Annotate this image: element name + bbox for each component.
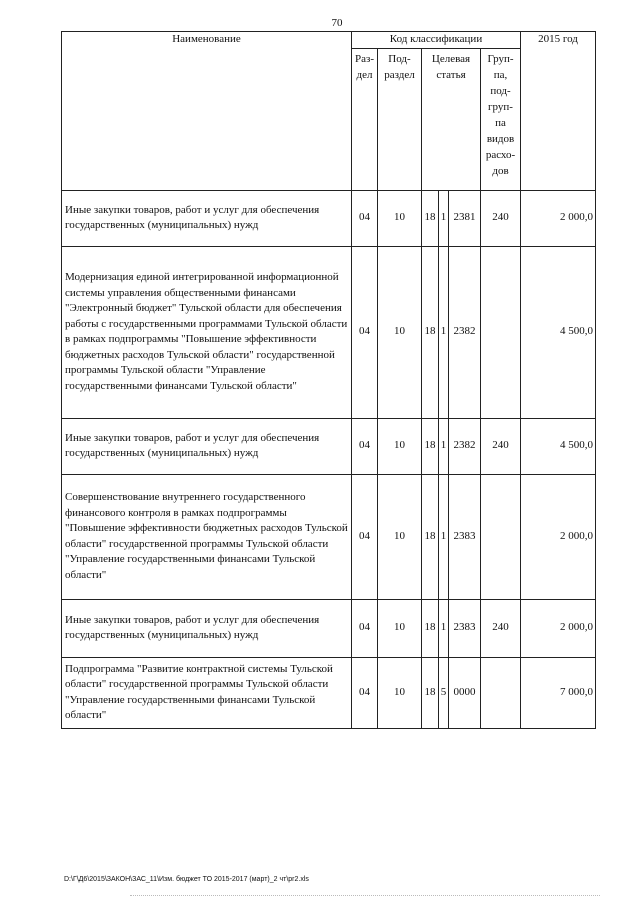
- row-subsection: 10: [378, 599, 422, 657]
- header-section: Раз- дел: [352, 48, 378, 190]
- row-subsection: 10: [378, 246, 422, 418]
- row-expense-group: 240: [481, 418, 521, 474]
- header-group: Груп- па, под- груп- па видов расхо- дов: [481, 48, 521, 190]
- header-row: [62, 32, 596, 49]
- table-row: [62, 418, 596, 474]
- table-row: [62, 657, 596, 728]
- row-target-program: 18: [422, 246, 439, 418]
- row-target-subprogram: 1: [439, 599, 449, 657]
- row-section: 04: [352, 599, 378, 657]
- row-sum: 2 000,0: [521, 190, 596, 246]
- table-row: [62, 599, 596, 657]
- row-expense-group: [481, 474, 521, 599]
- row-target-program: 18: [422, 657, 439, 728]
- row-name: Иные закупки товаров, работ и услуг для обеспечения государственных (муниципальных) нужд: [62, 418, 352, 474]
- row-sum: 2 000,0: [521, 599, 596, 657]
- row-sum: 2 000,0: [521, 474, 596, 599]
- row-target-program: 18: [422, 599, 439, 657]
- row-section: 04: [352, 190, 378, 246]
- row-subsection: 10: [378, 190, 422, 246]
- file-path-footer: D:\Г\Д6\2015\ЗАКОН\ЗАС_11\Изм. бюджет ТО 2015-2017 (март)_2 чт\pr2.xls: [64, 876, 309, 883]
- footer-divider: [130, 895, 600, 896]
- row-section: 04: [352, 657, 378, 728]
- row-expense-group: [481, 246, 521, 418]
- row-target-program: 18: [422, 190, 439, 246]
- row-section: 04: [352, 418, 378, 474]
- header-year: 2015 год: [521, 32, 596, 191]
- row-name: Иные закупки товаров, работ и услуг для обеспечения государственных (муниципальных) нужд: [62, 599, 352, 657]
- row-section: 04: [352, 474, 378, 599]
- row-target-program: 18: [422, 474, 439, 599]
- row-target-item: 0000: [449, 657, 481, 728]
- row-target-item: 2382: [449, 246, 481, 418]
- header-subsection: Под- раздел: [378, 48, 422, 190]
- row-subsection: 10: [378, 418, 422, 474]
- row-target-item: 2383: [449, 599, 481, 657]
- row-target-subprogram: 1: [439, 246, 449, 418]
- header-code: Код классификации: [352, 32, 521, 49]
- row-subsection: 10: [378, 657, 422, 728]
- row-sum: 7 000,0: [521, 657, 596, 728]
- row-target-item: 2381: [449, 190, 481, 246]
- row-target-subprogram: 1: [439, 474, 449, 599]
- row-name: Совершенствование внутреннего государственного финансового контроля в рамках подпрограммы "Повышение эффективности бюджетных расходов Тульской области" государственной программы Тульской области "Управление государственными финансами Тульской области": [62, 474, 352, 599]
- table-row: [62, 474, 596, 599]
- row-sum: 4 500,0: [521, 418, 596, 474]
- table-row: [62, 246, 596, 418]
- row-subsection: 10: [378, 474, 422, 599]
- row-name: Иные закупки товаров, работ и услуг для обеспечения государственных (муниципальных) нужд: [62, 190, 352, 246]
- row-name: Подпрограмма "Развитие контрактной системы Тульской области" государственной программы Тульской области "Управление государственными финансами Тульской области": [62, 657, 352, 728]
- row-expense-group: [481, 657, 521, 728]
- row-name: Модернизация единой интегрированной информационной системы управления общественными финансами "Электронный бюджет" Тульской области для обеспечения работы с государственными программами Тульской области в рамках подпрограммы "Повышение эффективности бюджетных расходов Тульской области" государственной программы Тульской области "Управление государственными финансами Тульской области": [62, 246, 352, 418]
- row-target-subprogram: 1: [439, 418, 449, 474]
- row-target-item: 2383: [449, 474, 481, 599]
- row-target-subprogram: 5: [439, 657, 449, 728]
- row-target-subprogram: 1: [439, 190, 449, 246]
- row-sum: 4 500,0: [521, 246, 596, 418]
- table-row: [62, 190, 596, 246]
- budget-table: [61, 31, 596, 729]
- row-target-program: 18: [422, 418, 439, 474]
- row-expense-group: 240: [481, 190, 521, 246]
- row-section: 04: [352, 246, 378, 418]
- row-target-item: 2382: [449, 418, 481, 474]
- page-number: 70: [331, 17, 343, 29]
- row-expense-group: 240: [481, 599, 521, 657]
- header-name: Наименование: [62, 32, 352, 191]
- header-target: Целевая статья: [422, 48, 481, 190]
